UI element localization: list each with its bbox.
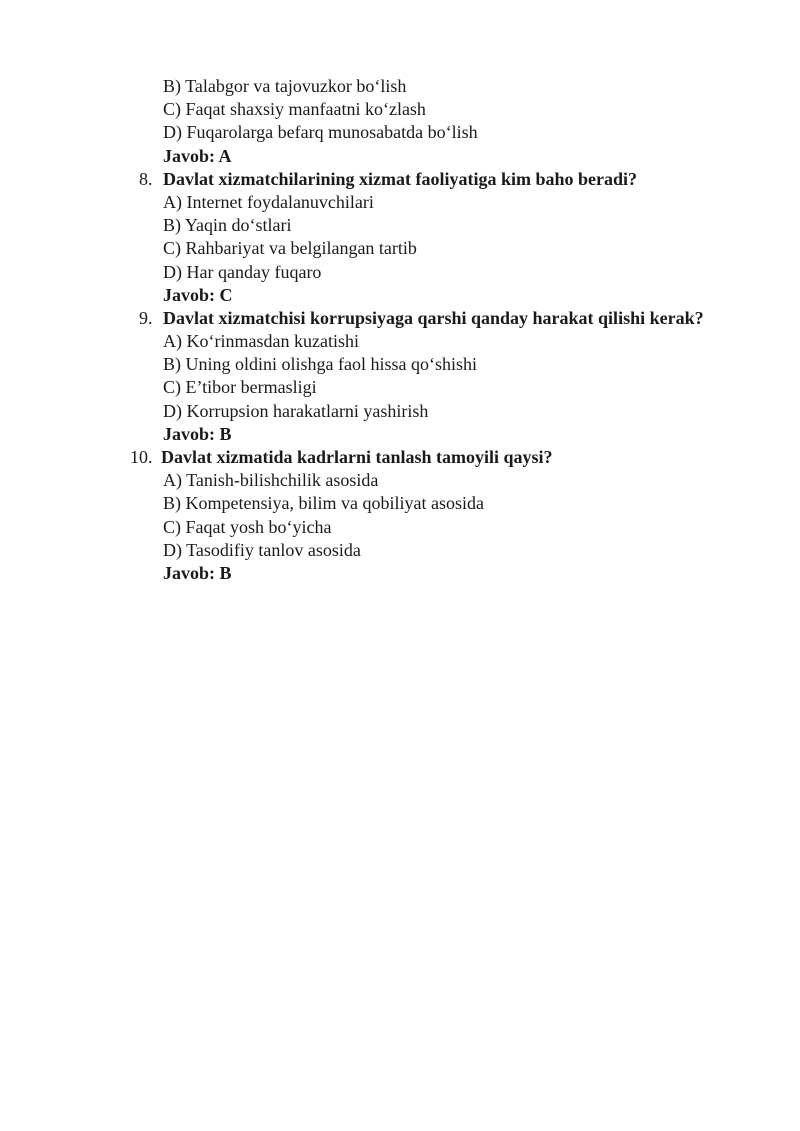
answer-line: Javob: A <box>163 145 232 166</box>
option-b: B) Uning oldini olishga faol hissa qo‘shishi <box>163 354 477 375</box>
question-number: 10. <box>130 447 153 467</box>
answer-line: Javob: B <box>163 562 232 583</box>
question-text: Davlat xizmatchisi korrupsiyaga qarshi qanday harakat qilishi kerak? <box>163 307 704 328</box>
option-a: A) Ko‘rinmasdan kuzatishi <box>163 331 359 352</box>
question-8 <box>0 168 800 191</box>
question-number: 8. <box>139 168 153 189</box>
quiz-content <box>0 75 800 585</box>
question-9 <box>0 307 800 330</box>
option-c: C) Rahbariyat va belgilangan tartib <box>163 238 417 259</box>
question-text: Davlat xizmatchilarining xizmat faoliyatiga kim baho beradi? <box>163 168 637 189</box>
option-a: A) Internet foydalanuvchilari <box>163 191 374 212</box>
option-b: B) Kompetensiya, bilim va qobiliyat asosida <box>163 493 484 514</box>
answer-line: Javob: C <box>163 284 233 305</box>
option-d: D) Korrupsion harakatlarni yashirish <box>163 400 429 421</box>
question-number: 9. <box>139 307 153 328</box>
option-d: D) Tasodifiy tanlov asosida <box>163 539 361 560</box>
option-c: C) Faqat shaxsiy manfaatni ko‘zlash <box>163 99 426 120</box>
option-d: D) Fuqarolarga befarq munosabatda bo‘lish <box>163 122 478 143</box>
question-text: Davlat xizmatida kadrlarni tanlash tamoyili qaysi? <box>161 447 553 467</box>
option-a: A) Tanish-bilishchilik asosida <box>163 470 379 491</box>
answer-line: Javob: B <box>163 423 232 444</box>
option-d: D) Har qanday fuqaro <box>163 261 322 282</box>
option-b: B) Talabgor va tajovuzkor bo‘lish <box>163 76 407 96</box>
option-c: C) E’tibor bermasligi <box>163 377 317 398</box>
option-b: B) Yaqin do‘stlari <box>163 215 292 236</box>
option-c: C) Faqat yosh bo‘yicha <box>163 516 332 537</box>
question-10 <box>0 446 800 469</box>
